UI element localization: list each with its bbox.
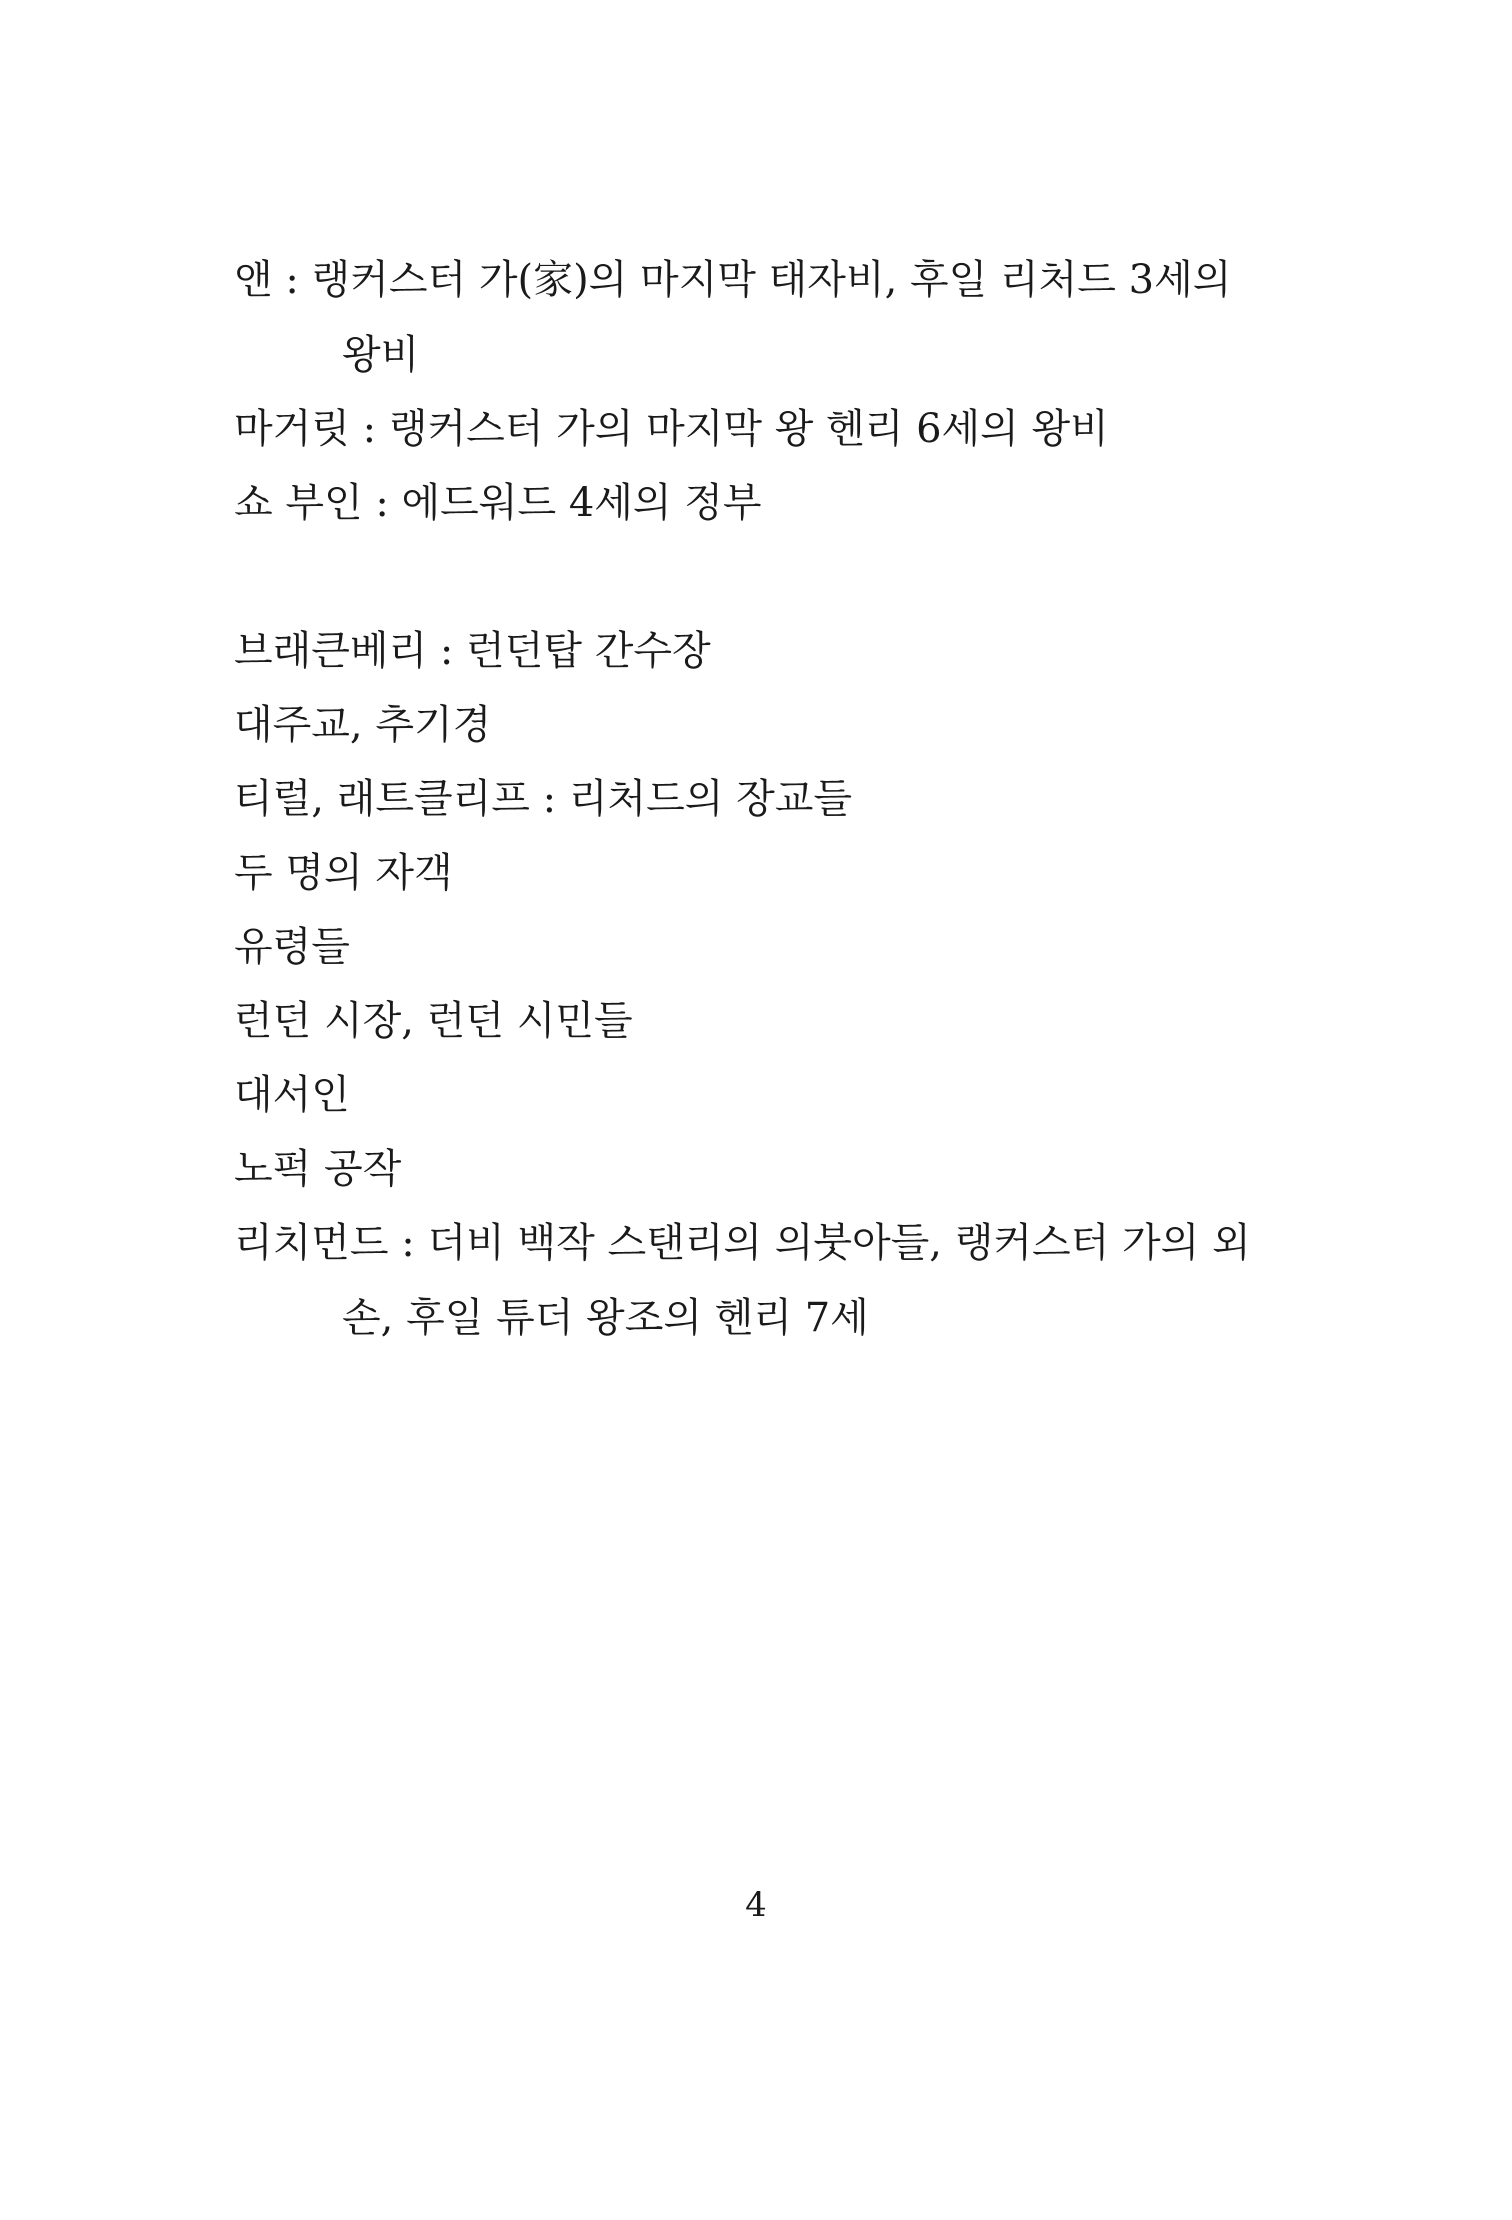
cast-entry-scrivener	[234, 1058, 1294, 1133]
cast-entry-lord-mayor	[234, 984, 1294, 1059]
cast-entry-continuation: 손, 후일 튜더 왕조의 헨리 7세	[342, 1295, 869, 1341]
cast-entry-line: 대주교, 추기경	[234, 702, 492, 748]
cast-entry-richmond	[234, 1206, 1294, 1356]
cast-entry-ghosts	[234, 910, 1294, 985]
cast-entry-line: 리치먼드 : 더비 백작 스탠리의 의붓아들, 랭커스터 가의 외	[234, 1220, 1251, 1266]
cast-entry-line: 브래큰베리 : 런던탑 간수장	[234, 628, 711, 674]
cast-entry-line: 마거릿 : 랭커스터 가의 마지막 왕 헨리 6세의 왕비	[234, 406, 1109, 452]
page-number: 4	[745, 1885, 767, 1925]
cast-entry-tyrrel	[234, 762, 1294, 837]
cast-entry-line: 유령들	[234, 924, 350, 970]
cast-entry-line: 쇼 부인 : 에드워드 4세의 정부	[234, 480, 762, 526]
cast-entry-norfolk	[234, 1132, 1294, 1207]
cast-entry-line: 두 명의 자객	[234, 850, 453, 896]
cast-entry-archbishop	[234, 688, 1294, 763]
cast-entry-line: 앤 : 랭커스터 가(家)의 마지막 태자비, 후일 리처드 3세의	[234, 257, 1232, 303]
cast-entry-line: 런던 시장, 런던 시민들	[234, 998, 633, 1044]
cast-entry-brackenbury	[234, 614, 1294, 689]
cast-entry-line: 대서인	[234, 1072, 350, 1118]
cast-entry-anne	[234, 243, 1294, 393]
cast-entry-continuation: 왕비	[342, 332, 420, 378]
cast-entry-mistress-shore	[234, 466, 1294, 541]
cast-entry-line: 노퍽 공작	[234, 1146, 402, 1192]
cast-entry-margaret	[234, 392, 1294, 467]
cast-entry-murderers	[234, 836, 1294, 911]
cast-entry-line: 티럴, 래트클리프 : 리처드의 장교들	[234, 776, 853, 822]
